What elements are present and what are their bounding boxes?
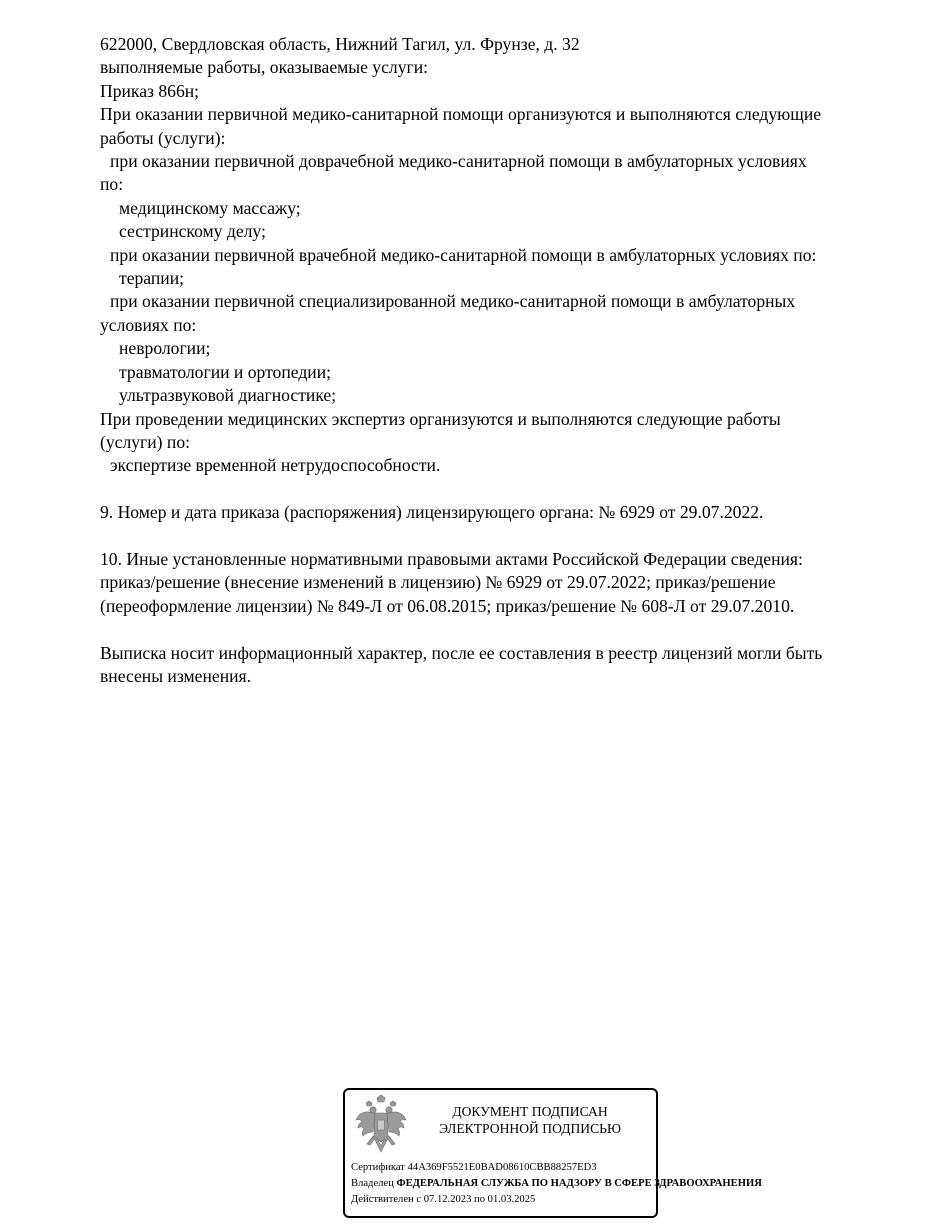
- certificate-line: [351, 1160, 762, 1176]
- certificate-label: Сертификат: [351, 1162, 405, 1173]
- physician-care-line: при оказании первичной врачебной медико-санитарной помощи в амбулаторных условиях по:: [110, 244, 817, 265]
- primary-care-intro-cont: работы (услуги):: [100, 127, 226, 148]
- russian-coat-of-arms-icon: [353, 1094, 409, 1158]
- prehospital-care-line: при оказании первичной доврачебной медико-санитарной помощи в амбулаторных условиях: [110, 151, 807, 172]
- expertise-intro-cont: (услуги) по:: [100, 431, 191, 452]
- owner-value: ФЕДЕРАЛЬНАЯ СЛУЖБА ПО НАДЗОРУ В СФЕРЕ ЗДРАВООХРАНЕНИЯ: [396, 1178, 762, 1189]
- item-10-line: 10. Иные установленные нормативными правовыми актами Российской Федерации сведения:: [100, 548, 803, 569]
- owner-label: Владелец: [351, 1178, 394, 1189]
- service-item: травматологии и ортопедии;: [119, 361, 332, 382]
- service-item: неврологии;: [119, 338, 211, 359]
- item-9-order: 9. Номер и дата приказа (распоряжения) лицензирующего органа: № 6929 от 29.07.2022.: [100, 502, 764, 523]
- order-line: Приказ 866н;: [100, 80, 200, 101]
- service-item: ультразвуковой диагностике;: [119, 385, 337, 406]
- service-item: сестринскому делу;: [119, 221, 266, 242]
- service-item: медицинскому массажу;: [119, 197, 301, 218]
- address-line: 622000, Свердловская область, Нижний Тагил, ул. Фрунзе, д. 32: [100, 34, 580, 54]
- owner-line: [351, 1176, 762, 1192]
- stamp-title: [415, 1103, 645, 1137]
- disclaimer-line: Выписка носит информационный характер, после ее составления в реестр лицензий могли быть: [100, 642, 823, 663]
- certificate-value: 44A369F5521E0BAD08610CBB88257ED3: [407, 1162, 597, 1173]
- disclaimer-line: внесены изменения.: [100, 665, 252, 686]
- validity-line: Действителен с 07.12.2023 по 01.03.2025: [351, 1194, 536, 1205]
- prehospital-care-line-cont: по:: [100, 174, 124, 195]
- services-heading: выполняемые работы, оказываемые услуги:: [100, 57, 429, 78]
- expertise-intro: При проведении медицинских экспертиз организуются и выполняются следующие работы: [100, 408, 781, 429]
- item-10-line: (переоформление лицензии) № 849-Л от 06.08.2015; приказ/решение № 608-Л от 29.07.2010.: [100, 595, 795, 616]
- stamp-title-line: ДОКУМЕНТ ПОДПИСАН: [452, 1104, 608, 1119]
- primary-care-intro: При оказании первичной медико-санитарной помощи организуются и выполняются следующие: [100, 104, 822, 125]
- item-10-line: приказ/решение (внесение изменений в лицензию) № 6929 от 29.07.2022; приказ/решение: [100, 572, 776, 593]
- specialized-care-line: при оказании первичной специализированной медико-санитарной помощи в амбулаторных: [110, 291, 796, 312]
- service-item: экспертизе временной нетрудоспособности.: [110, 455, 441, 476]
- electronic-signature-stamp: [343, 1088, 762, 1218]
- service-item: терапии;: [119, 268, 185, 289]
- stamp-title-line: ЭЛЕКТРОННОЙ ПОДПИСЬЮ: [439, 1121, 621, 1136]
- specialized-care-line-cont: условиях по:: [100, 314, 197, 335]
- document-body: [100, 33, 900, 688]
- stamp-details: [351, 1160, 762, 1208]
